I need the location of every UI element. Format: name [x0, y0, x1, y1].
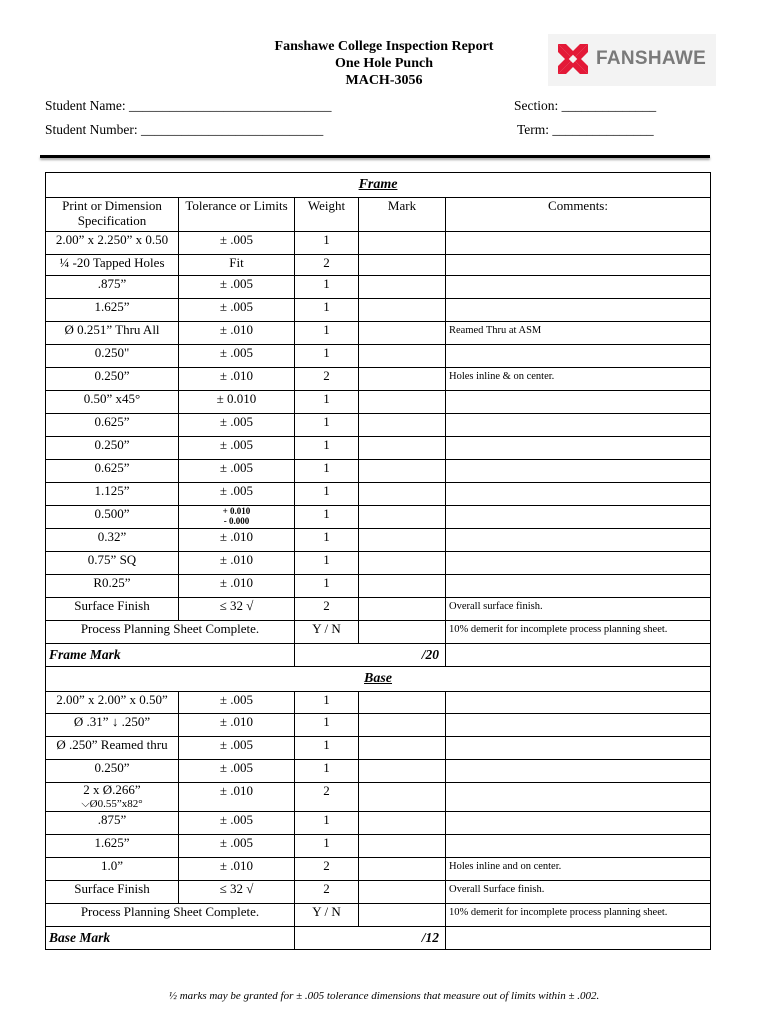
weight-cell: 2	[295, 368, 359, 391]
table-row	[46, 927, 711, 950]
spec-text: .875”	[97, 812, 127, 827]
spec-text: 0.250”	[94, 760, 130, 775]
mark-input-cell[interactable]	[359, 299, 446, 322]
weight-cell: 1	[295, 437, 359, 460]
comment-cell	[446, 835, 711, 858]
table-row	[46, 621, 711, 644]
spec-text: Surface Finish	[74, 881, 150, 896]
spec-cell	[46, 552, 179, 575]
comment-cell	[446, 714, 711, 737]
mark-input-cell[interactable]	[359, 414, 446, 437]
footer-note: ½ marks may be granted for ± .005 tolerance dimensions that measure out of limits within ± .002.	[168, 990, 600, 1002]
base-mark-total[interactable]: /12	[295, 927, 446, 950]
spec-text: ¼ -20 Tapped Holes	[59, 255, 165, 270]
logo-text: FANSHAWE	[596, 48, 707, 69]
spec-cell	[46, 322, 179, 345]
comment-cell	[446, 812, 711, 835]
mark-input-cell[interactable]	[359, 575, 446, 598]
mark-input-cell[interactable]	[359, 368, 446, 391]
spec-cell	[46, 529, 179, 552]
weight-cell: 1	[295, 552, 359, 575]
header-divider	[40, 155, 710, 158]
table-row	[46, 881, 711, 904]
countersink-spec: ⌵Ø0.55”x82°	[81, 798, 143, 810]
spec-cell	[46, 506, 179, 529]
table-row	[46, 644, 711, 667]
frame-mark-label: Frame Mark	[46, 644, 295, 667]
spec-cell	[46, 598, 179, 621]
mark-input-cell[interactable]	[359, 858, 446, 881]
spec-text: 2.00” x 2.00” x 0.50”	[56, 692, 168, 707]
table-row	[46, 714, 711, 737]
table-row	[46, 299, 711, 322]
comment-cell	[446, 232, 711, 255]
weight-cell: 1	[295, 414, 359, 437]
weight-cell: 1	[295, 391, 359, 414]
report-subtitle: One Hole Punch	[334, 56, 433, 71]
spec-text: 1.625”	[94, 299, 130, 314]
table-row	[46, 812, 711, 835]
spec-text: 0.50” x45°	[83, 391, 141, 406]
spec-cell	[46, 345, 179, 368]
spec-text: 1.125”	[94, 483, 130, 498]
weight-cell: 1	[295, 460, 359, 483]
spec-cell	[46, 299, 179, 322]
mark-input-cell[interactable]	[359, 483, 446, 506]
weight-cell: 2	[295, 598, 359, 621]
weight-cell: 1	[295, 692, 359, 714]
spec-text: 2.00” x 2.250” x 0.50	[55, 232, 169, 247]
mark-input-cell[interactable]	[359, 437, 446, 460]
mark-input-cell[interactable]	[359, 881, 446, 904]
spec-cell	[46, 255, 179, 276]
planning-sheet-label: Process Planning Sheet Complete.	[46, 904, 295, 927]
comment-cell	[446, 255, 711, 276]
student-number-field[interactable]: Student Number: ___________________________	[45, 122, 324, 137]
tolerance-cell: ± .005	[179, 760, 295, 783]
spec-cell	[46, 783, 179, 812]
comment-cell: Overall surface finish.	[446, 598, 711, 621]
comment-cell	[446, 692, 711, 714]
mark-input-cell[interactable]	[359, 232, 446, 255]
spec-cell	[46, 881, 179, 904]
comment-cell: Holes inline & on center.	[446, 368, 711, 391]
table-row	[46, 173, 711, 198]
comment-cell	[446, 276, 711, 299]
table-row	[46, 437, 711, 460]
tolerance-cell: Fit	[179, 255, 295, 276]
tolerance-cell: ± .005	[179, 483, 295, 506]
table-row	[46, 460, 711, 483]
tolerance-cell: ± .005	[179, 812, 295, 835]
table-row	[46, 835, 711, 858]
weight-cell: 1	[295, 232, 359, 255]
tolerance-cell: ± .010	[179, 368, 295, 391]
table-row	[46, 322, 711, 345]
spec-cell	[46, 460, 179, 483]
spec-text: 2 x Ø.266”	[83, 782, 141, 797]
weight-cell: 1	[295, 322, 359, 345]
weight-cell: 1	[295, 714, 359, 737]
comment-cell	[446, 760, 711, 783]
weight-cell: 2	[295, 858, 359, 881]
weight-cell: 2	[295, 783, 359, 812]
table-row	[46, 198, 711, 232]
column-header: Print or Dimension Specification	[46, 198, 179, 232]
weight-cell: 1	[295, 575, 359, 598]
tolerance-cell: ± .005	[179, 299, 295, 322]
tolerance-cell: ± .005	[179, 232, 295, 255]
table-row	[46, 904, 711, 927]
spec-text: 0.625”	[94, 414, 130, 429]
weight-cell: 1	[295, 345, 359, 368]
tolerance-cell: ≤ 32 √	[179, 881, 295, 904]
comment-cell	[446, 483, 711, 506]
tolerance-cell	[179, 506, 295, 529]
table-row	[46, 552, 711, 575]
spec-text: 0.75” SQ	[87, 552, 137, 567]
tolerance-cell: ± .005	[179, 460, 295, 483]
spec-text: Ø .31” ↓ .250”	[73, 714, 151, 729]
table-row	[46, 858, 711, 881]
mark-input-cell[interactable]	[359, 529, 446, 552]
weight-cell: 2	[295, 881, 359, 904]
term-field[interactable]: Term: _______________	[517, 122, 654, 137]
weight-cell: 1	[295, 506, 359, 529]
mark-input-cell[interactable]	[359, 391, 446, 414]
mark-input-cell[interactable]	[359, 506, 446, 529]
weight-cell: 1	[295, 299, 359, 322]
weight-cell: 1	[295, 760, 359, 783]
spec-text: 0.32”	[97, 529, 127, 544]
spec-cell	[46, 483, 179, 506]
tolerance-cell: ± .010	[179, 552, 295, 575]
spec-cell	[46, 737, 179, 760]
mark-input-cell[interactable]	[359, 835, 446, 858]
comment-cell: Reamed Thru at ASM	[446, 322, 711, 345]
spec-text: 0.250”	[94, 437, 130, 452]
comment-cell	[446, 460, 711, 483]
comment-cell	[446, 414, 711, 437]
mark-input-cell[interactable]	[359, 621, 446, 644]
table-row	[46, 483, 711, 506]
spec-cell	[46, 858, 179, 881]
table-row	[46, 232, 711, 255]
mark-input-cell[interactable]	[359, 345, 446, 368]
planning-sheet-yn[interactable]: Y / N	[295, 621, 359, 644]
planning-sheet-yn[interactable]: Y / N	[295, 904, 359, 927]
base-mark-label: Base Mark	[46, 927, 295, 950]
inspection-table	[45, 172, 711, 950]
comment-cell	[446, 552, 711, 575]
table-row	[46, 575, 711, 598]
table-row	[46, 598, 711, 621]
table-row	[46, 391, 711, 414]
comment-cell: Holes inline and on center.	[446, 858, 711, 881]
comment-cell	[446, 575, 711, 598]
comment-cell	[446, 927, 711, 950]
mark-input-cell[interactable]	[359, 904, 446, 927]
section-field[interactable]: Section: ______________	[514, 98, 657, 113]
weight-cell: 1	[295, 812, 359, 835]
table-row	[46, 414, 711, 437]
fanshawe-logo	[548, 34, 716, 86]
spec-cell	[46, 714, 179, 737]
spec-cell	[46, 575, 179, 598]
mark-input-cell[interactable]	[359, 460, 446, 483]
table-row	[46, 368, 711, 391]
frame-section-title: Frame	[46, 173, 711, 198]
column-header: Comments:	[446, 198, 711, 232]
spec-cell	[46, 437, 179, 460]
spec-text: 0.625”	[94, 460, 130, 475]
spec-cell	[46, 391, 179, 414]
table-row	[46, 345, 711, 368]
tolerance-cell: ± .005	[179, 414, 295, 437]
mark-input-cell[interactable]	[359, 552, 446, 575]
tolerance-cell: ≤ 32 √	[179, 598, 295, 621]
mark-input-cell[interactable]	[359, 812, 446, 835]
frame-mark-total[interactable]: /20	[295, 644, 446, 667]
tolerance-cell: ± .010	[179, 575, 295, 598]
spec-cell	[46, 835, 179, 858]
spec-text: 0.250”	[94, 368, 130, 383]
spec-cell	[46, 760, 179, 783]
spec-cell	[46, 692, 179, 714]
column-header: Mark	[359, 198, 446, 232]
spec-text: R0.25”	[93, 575, 131, 590]
table-row	[46, 783, 711, 812]
comment-cell	[446, 737, 711, 760]
tolerance-cell: ± .010	[179, 858, 295, 881]
table-row	[46, 529, 711, 552]
comment-cell	[446, 644, 711, 667]
mark-input-cell[interactable]	[359, 276, 446, 299]
tolerance-cell: ± .010	[179, 714, 295, 737]
tolerance-cell: ± .005	[179, 692, 295, 714]
tolerance-cell: ± .005	[179, 345, 295, 368]
column-header: Tolerance or Limits	[179, 198, 295, 232]
spec-cell	[46, 232, 179, 255]
comment-cell	[446, 783, 711, 812]
weight-cell: 1	[295, 529, 359, 552]
spec-text: Ø .250” Reamed thru	[56, 737, 168, 752]
spec-text: 1.625”	[94, 835, 130, 850]
course-code: MACH-3056	[345, 73, 423, 88]
spec-text: Surface Finish	[74, 598, 150, 613]
report-title: Fanshawe College Inspection Report	[274, 39, 494, 54]
spec-text: 1.0”	[100, 858, 124, 873]
weight-cell: 2	[295, 255, 359, 276]
weight-cell: 1	[295, 737, 359, 760]
mark-input-cell[interactable]	[359, 598, 446, 621]
fanshawe-chevron-icon	[554, 40, 592, 78]
mark-input-cell[interactable]	[359, 737, 446, 760]
tolerance-cell: ± .010	[179, 322, 295, 345]
comment-cell	[446, 345, 711, 368]
base-section-title: Base	[46, 667, 711, 692]
spec-text: 0.500”	[94, 506, 130, 521]
comment-cell: Overall Surface finish.	[446, 881, 711, 904]
tolerance-cell: ± .010	[179, 783, 295, 812]
table-row	[46, 255, 711, 276]
spec-cell	[46, 414, 179, 437]
weight-cell: 1	[295, 835, 359, 858]
table-row	[46, 692, 711, 714]
comment-cell: 10% demerit for incomplete process planning sheet.	[446, 621, 711, 644]
tolerance-upper: + 0.010	[222, 506, 251, 516]
weight-cell: 1	[295, 483, 359, 506]
table-row	[46, 760, 711, 783]
table-row	[46, 506, 711, 529]
comment-cell	[446, 391, 711, 414]
comment-cell	[446, 299, 711, 322]
mark-input-cell[interactable]	[359, 692, 446, 714]
student-name-field[interactable]: Student Name: ______________________________	[45, 98, 332, 113]
tolerance-cell: ± 0.010	[179, 391, 295, 414]
spec-text: 0.250"	[94, 345, 130, 360]
mark-input-cell[interactable]	[359, 714, 446, 737]
planning-sheet-label: Process Planning Sheet Complete.	[46, 621, 295, 644]
spec-text: .875”	[97, 276, 127, 291]
spec-cell	[46, 812, 179, 835]
tolerance-cell: ± .005	[179, 276, 295, 299]
tolerance-cell: ± .005	[179, 437, 295, 460]
mark-input-cell[interactable]	[359, 322, 446, 345]
column-header: Weight	[295, 198, 359, 232]
comment-cell	[446, 529, 711, 552]
table-row	[46, 737, 711, 760]
spec-cell	[46, 276, 179, 299]
weight-cell: 1	[295, 276, 359, 299]
tolerance-lower: - 0.000	[223, 516, 250, 526]
tolerance-cell: ± .005	[179, 737, 295, 760]
comment-cell: 10% demerit for incomplete process planning sheet.	[446, 904, 711, 927]
tolerance-cell: ± .010	[179, 529, 295, 552]
mark-input-cell[interactable]	[359, 760, 446, 783]
mark-input-cell[interactable]	[359, 783, 446, 812]
table-row	[46, 667, 711, 692]
spec-cell	[46, 368, 179, 391]
comment-cell	[446, 506, 711, 529]
spec-text: Ø 0.251” Thru All	[64, 322, 160, 337]
mark-input-cell[interactable]	[359, 255, 446, 276]
comment-cell	[446, 437, 711, 460]
table-row	[46, 276, 711, 299]
tolerance-cell: ± .005	[179, 835, 295, 858]
